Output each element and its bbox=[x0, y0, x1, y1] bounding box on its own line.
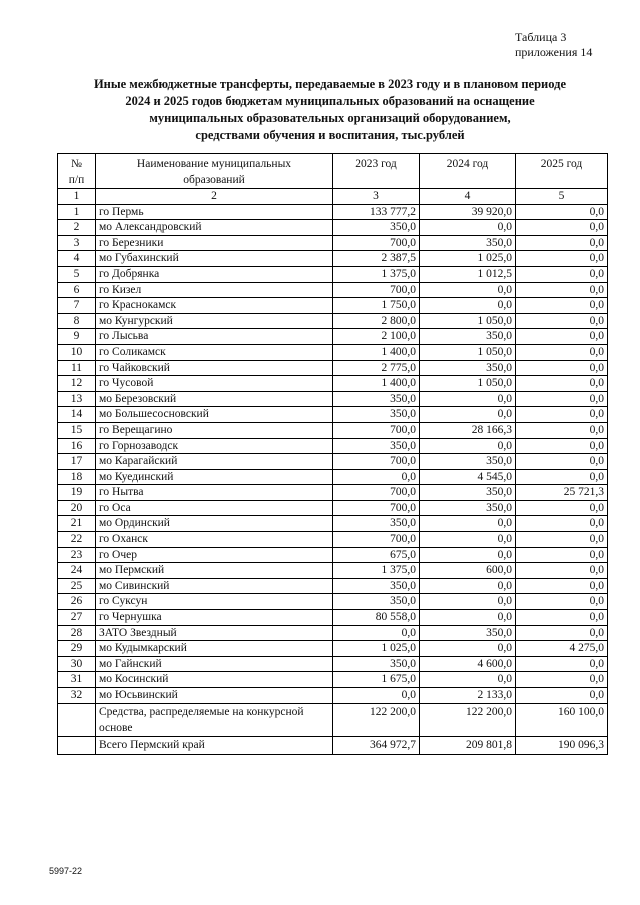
row-value-2023: 700,0 bbox=[333, 485, 420, 501]
row-municipality: го Оханск bbox=[96, 532, 333, 548]
row-value-2023: 700,0 bbox=[333, 500, 420, 516]
row-number: 29 bbox=[58, 641, 96, 657]
row-value-2024: 600,0 bbox=[420, 563, 516, 579]
table-row bbox=[58, 516, 608, 532]
row-value-2025: 0,0 bbox=[516, 220, 608, 236]
row-value-2025: 0,0 bbox=[516, 391, 608, 407]
row-value-2023: 2 775,0 bbox=[333, 360, 420, 376]
row-value-2025: 0,0 bbox=[516, 422, 608, 438]
row-value-2025: 0,0 bbox=[516, 438, 608, 454]
row-number: 20 bbox=[58, 500, 96, 516]
row-value-2023: 1 375,0 bbox=[333, 563, 420, 579]
row-value-2023: 350,0 bbox=[333, 578, 420, 594]
table-row bbox=[58, 610, 608, 626]
row-value-2025: 0,0 bbox=[516, 204, 608, 220]
row-value-2025: 0,0 bbox=[516, 563, 608, 579]
row-municipality: го Чусовой bbox=[96, 376, 333, 392]
row-municipality: мо Большесосновский bbox=[96, 407, 333, 423]
row-municipality: мо Сивинский bbox=[96, 578, 333, 594]
row-number: 30 bbox=[58, 656, 96, 672]
row-value-2023: 700,0 bbox=[333, 532, 420, 548]
row-value-2023: 80 558,0 bbox=[333, 610, 420, 626]
title-line-3: муниципальных образовательных организаций оборудованием, bbox=[149, 111, 511, 125]
row-value-2025: 0,0 bbox=[516, 298, 608, 314]
row-value-2025: 0,0 bbox=[516, 500, 608, 516]
row-value-2024: 1 012,5 bbox=[420, 266, 516, 282]
row-number: 27 bbox=[58, 610, 96, 626]
row-value-2023: 133 777,2 bbox=[333, 204, 420, 220]
table-row bbox=[58, 298, 608, 314]
title-line-2: 2024 и 2025 годов бюджетам муниципальных образований на оснащение bbox=[125, 94, 535, 108]
row-number: 15 bbox=[58, 422, 96, 438]
row-value-2023: 350,0 bbox=[333, 594, 420, 610]
row-value-2024: 0,0 bbox=[420, 578, 516, 594]
header-number-line2: п/п bbox=[68, 174, 85, 186]
row-municipality: го Оса bbox=[96, 500, 333, 516]
competitive-name-line1: Средства, распределяемые на конкурсной bbox=[99, 705, 304, 718]
column-index: 3 bbox=[333, 189, 420, 205]
row-value-2025: 0,0 bbox=[516, 547, 608, 563]
row-value-2023: 1 750,0 bbox=[333, 298, 420, 314]
table-row bbox=[58, 282, 608, 298]
row-value-2023: 700,0 bbox=[333, 422, 420, 438]
row-value-2024: 0,0 bbox=[420, 672, 516, 688]
row-value-2025: 0,0 bbox=[516, 344, 608, 360]
table-reference bbox=[515, 30, 592, 60]
header-name bbox=[96, 154, 333, 189]
row-value-2025: 0,0 bbox=[516, 282, 608, 298]
row-municipality: го Лысьва bbox=[96, 329, 333, 345]
row-municipality: го Чайковский bbox=[96, 360, 333, 376]
row-value-2025: 0,0 bbox=[516, 454, 608, 470]
table-row bbox=[58, 407, 608, 423]
row-value-2025: 0,0 bbox=[516, 688, 608, 704]
row-value-2024: 0,0 bbox=[420, 610, 516, 626]
row-value-2023: 700,0 bbox=[333, 235, 420, 251]
table-label: Таблица 3 bbox=[515, 30, 567, 44]
row-value-2025: 25 721,3 bbox=[516, 485, 608, 501]
row-number: 17 bbox=[58, 454, 96, 470]
row-value-2024: 4 600,0 bbox=[420, 656, 516, 672]
total-number bbox=[58, 736, 96, 754]
row-number: 24 bbox=[58, 563, 96, 579]
row-value-2025: 0,0 bbox=[516, 360, 608, 376]
row-number: 19 bbox=[58, 485, 96, 501]
row-number: 26 bbox=[58, 594, 96, 610]
row-value-2023: 0,0 bbox=[333, 625, 420, 641]
row-value-2024: 2 133,0 bbox=[420, 688, 516, 704]
row-value-2025: 0,0 bbox=[516, 469, 608, 485]
table-row bbox=[58, 578, 608, 594]
table-row bbox=[58, 672, 608, 688]
row-municipality: го Добрянка bbox=[96, 266, 333, 282]
row-value-2025: 0,0 bbox=[516, 656, 608, 672]
row-number: 23 bbox=[58, 547, 96, 563]
competitive-2023: 122 200,0 bbox=[333, 703, 420, 736]
row-value-2025: 0,0 bbox=[516, 532, 608, 548]
row-value-2025: 0,0 bbox=[516, 578, 608, 594]
row-value-2023: 0,0 bbox=[333, 469, 420, 485]
row-value-2023: 350,0 bbox=[333, 391, 420, 407]
transfers-table bbox=[57, 153, 608, 755]
row-value-2024: 0,0 bbox=[420, 282, 516, 298]
table-row bbox=[58, 251, 608, 267]
row-value-2025: 0,0 bbox=[516, 251, 608, 267]
row-value-2025: 4 275,0 bbox=[516, 641, 608, 657]
header-number bbox=[58, 154, 96, 189]
row-number: 1 bbox=[58, 204, 96, 220]
row-municipality: го Кизел bbox=[96, 282, 333, 298]
competitive-name-line2: основе bbox=[99, 721, 133, 734]
row-number: 2 bbox=[58, 220, 96, 236]
row-value-2024: 0,0 bbox=[420, 516, 516, 532]
row-municipality: мо Кудымкарский bbox=[96, 641, 333, 657]
row-number: 11 bbox=[58, 360, 96, 376]
table-row bbox=[58, 500, 608, 516]
document-title bbox=[70, 76, 590, 144]
row-value-2023: 1 400,0 bbox=[333, 376, 420, 392]
row-municipality: мо Куединский bbox=[96, 469, 333, 485]
row-value-2023: 1 025,0 bbox=[333, 641, 420, 657]
header-name-line2: образований bbox=[183, 174, 245, 186]
row-value-2024: 1 050,0 bbox=[420, 344, 516, 360]
row-value-2024: 0,0 bbox=[420, 407, 516, 423]
row-value-2023: 0,0 bbox=[333, 688, 420, 704]
row-value-2025: 0,0 bbox=[516, 329, 608, 345]
row-value-2024: 350,0 bbox=[420, 360, 516, 376]
table-row bbox=[58, 547, 608, 563]
table-row bbox=[58, 641, 608, 657]
total-2025: 190 096,3 bbox=[516, 736, 608, 754]
row-value-2025: 0,0 bbox=[516, 376, 608, 392]
table-row bbox=[58, 422, 608, 438]
row-value-2023: 1 400,0 bbox=[333, 344, 420, 360]
total-name: Всего Пермский край bbox=[96, 736, 333, 754]
row-value-2024: 350,0 bbox=[420, 500, 516, 516]
row-municipality: мо Пермский bbox=[96, 563, 333, 579]
row-municipality: мо Карагайский bbox=[96, 454, 333, 470]
row-municipality: мо Кунгурский bbox=[96, 313, 333, 329]
row-number: 14 bbox=[58, 407, 96, 423]
row-municipality: мо Гайнский bbox=[96, 656, 333, 672]
row-municipality: го Очер bbox=[96, 547, 333, 563]
row-number: 31 bbox=[58, 672, 96, 688]
row-value-2023: 700,0 bbox=[333, 282, 420, 298]
table-row bbox=[58, 594, 608, 610]
table-row bbox=[58, 329, 608, 345]
row-value-2023: 350,0 bbox=[333, 656, 420, 672]
row-value-2025: 0,0 bbox=[516, 235, 608, 251]
row-number: 5 bbox=[58, 266, 96, 282]
row-value-2024: 0,0 bbox=[420, 594, 516, 610]
column-index-row bbox=[58, 189, 608, 205]
row-number: 32 bbox=[58, 688, 96, 704]
header-2023: 2023 год bbox=[333, 154, 420, 189]
total-row bbox=[58, 736, 608, 754]
row-value-2024: 350,0 bbox=[420, 625, 516, 641]
row-value-2024: 0,0 bbox=[420, 641, 516, 657]
column-index: 1 bbox=[58, 189, 96, 205]
row-value-2023: 350,0 bbox=[333, 438, 420, 454]
row-value-2024: 0,0 bbox=[420, 532, 516, 548]
row-value-2024: 0,0 bbox=[420, 438, 516, 454]
row-municipality: го Краснокамск bbox=[96, 298, 333, 314]
row-municipality: мо Косинский bbox=[96, 672, 333, 688]
row-number: 9 bbox=[58, 329, 96, 345]
row-value-2023: 2 387,5 bbox=[333, 251, 420, 267]
competitive-row bbox=[58, 703, 608, 736]
header-row bbox=[58, 154, 608, 189]
row-municipality: мо Юсьвинский bbox=[96, 688, 333, 704]
row-number: 6 bbox=[58, 282, 96, 298]
row-municipality: ЗАТО Звездный bbox=[96, 625, 333, 641]
table-row bbox=[58, 344, 608, 360]
competitive-2024: 122 200,0 bbox=[420, 703, 516, 736]
row-value-2025: 0,0 bbox=[516, 313, 608, 329]
row-value-2023: 350,0 bbox=[333, 516, 420, 532]
competitive-2025: 160 100,0 bbox=[516, 703, 608, 736]
row-municipality: мо Березовский bbox=[96, 391, 333, 407]
document-code: 5997-22 bbox=[49, 866, 83, 876]
row-municipality: го Чернушка bbox=[96, 610, 333, 626]
row-value-2023: 700,0 bbox=[333, 454, 420, 470]
table-row bbox=[58, 438, 608, 454]
row-municipality: го Нытва bbox=[96, 485, 333, 501]
row-municipality: го Горнозаводск bbox=[96, 438, 333, 454]
header-name-line1: Наименование муниципальных bbox=[136, 158, 292, 170]
row-municipality: мо Губахинский bbox=[96, 251, 333, 267]
row-municipality: мо Ординский bbox=[96, 516, 333, 532]
row-value-2024: 350,0 bbox=[420, 454, 516, 470]
row-number: 12 bbox=[58, 376, 96, 392]
table-row bbox=[58, 313, 608, 329]
title-line-1: Иные межбюджетные трансферты, передаваемые в 2023 году и в плановом периоде bbox=[93, 77, 567, 91]
row-municipality: го Суксун bbox=[96, 594, 333, 610]
row-value-2024: 0,0 bbox=[420, 298, 516, 314]
row-municipality: го Березники bbox=[96, 235, 333, 251]
row-number: 13 bbox=[58, 391, 96, 407]
row-value-2024: 1 050,0 bbox=[420, 376, 516, 392]
row-value-2025: 0,0 bbox=[516, 610, 608, 626]
row-value-2023: 350,0 bbox=[333, 407, 420, 423]
header-number-line1: № bbox=[71, 158, 82, 170]
row-value-2025: 0,0 bbox=[516, 266, 608, 282]
row-number: 28 bbox=[58, 625, 96, 641]
row-municipality: го Верещагино bbox=[96, 422, 333, 438]
row-value-2024: 0,0 bbox=[420, 391, 516, 407]
total-2023: 364 972,7 bbox=[333, 736, 420, 754]
row-value-2024: 350,0 bbox=[420, 329, 516, 345]
table-row bbox=[58, 469, 608, 485]
header-2024: 2024 год bbox=[420, 154, 516, 189]
table-row bbox=[58, 391, 608, 407]
header-2025: 2025 год bbox=[516, 154, 608, 189]
table-row bbox=[58, 485, 608, 501]
row-value-2023: 350,0 bbox=[333, 220, 420, 236]
row-value-2024: 1 050,0 bbox=[420, 313, 516, 329]
title-line-4: средствами обучения и воспитания, тыс.рублей bbox=[195, 128, 465, 142]
row-number: 3 bbox=[58, 235, 96, 251]
row-number: 10 bbox=[58, 344, 96, 360]
row-number: 8 bbox=[58, 313, 96, 329]
row-value-2023: 675,0 bbox=[333, 547, 420, 563]
row-municipality: го Пермь bbox=[96, 204, 333, 220]
total-2024: 209 801,8 bbox=[420, 736, 516, 754]
row-value-2024: 350,0 bbox=[420, 235, 516, 251]
row-number: 18 bbox=[58, 469, 96, 485]
row-value-2025: 0,0 bbox=[516, 516, 608, 532]
table-row bbox=[58, 204, 608, 220]
table-row bbox=[58, 376, 608, 392]
row-value-2025: 0,0 bbox=[516, 407, 608, 423]
row-value-2024: 39 920,0 bbox=[420, 204, 516, 220]
row-value-2025: 0,0 bbox=[516, 672, 608, 688]
row-value-2023: 2 800,0 bbox=[333, 313, 420, 329]
competitive-name bbox=[96, 703, 333, 736]
row-number: 4 bbox=[58, 251, 96, 267]
competitive-number bbox=[58, 703, 96, 736]
row-value-2025: 0,0 bbox=[516, 594, 608, 610]
table-row bbox=[58, 220, 608, 236]
table-row bbox=[58, 266, 608, 282]
table-row bbox=[58, 235, 608, 251]
row-municipality: го Соликамск bbox=[96, 344, 333, 360]
column-index: 2 bbox=[96, 189, 333, 205]
table-row bbox=[58, 688, 608, 704]
row-number: 7 bbox=[58, 298, 96, 314]
table-row bbox=[58, 360, 608, 376]
column-index: 4 bbox=[420, 189, 516, 205]
row-value-2023: 2 100,0 bbox=[333, 329, 420, 345]
row-value-2024: 0,0 bbox=[420, 220, 516, 236]
row-municipality: мо Александровский bbox=[96, 220, 333, 236]
table-row bbox=[58, 454, 608, 470]
table-row bbox=[58, 656, 608, 672]
appendix-label: приложения 14 bbox=[515, 45, 593, 59]
row-value-2024: 4 545,0 bbox=[420, 469, 516, 485]
column-index: 5 bbox=[516, 189, 608, 205]
row-value-2024: 28 166,3 bbox=[420, 422, 516, 438]
table-row bbox=[58, 532, 608, 548]
row-value-2025: 0,0 bbox=[516, 625, 608, 641]
row-value-2024: 0,0 bbox=[420, 547, 516, 563]
table-row bbox=[58, 625, 608, 641]
row-number: 16 bbox=[58, 438, 96, 454]
table-row bbox=[58, 563, 608, 579]
row-value-2023: 1 375,0 bbox=[333, 266, 420, 282]
row-value-2024: 1 025,0 bbox=[420, 251, 516, 267]
row-number: 25 bbox=[58, 578, 96, 594]
row-number: 21 bbox=[58, 516, 96, 532]
row-value-2023: 1 675,0 bbox=[333, 672, 420, 688]
row-value-2024: 350,0 bbox=[420, 485, 516, 501]
row-number: 22 bbox=[58, 532, 96, 548]
